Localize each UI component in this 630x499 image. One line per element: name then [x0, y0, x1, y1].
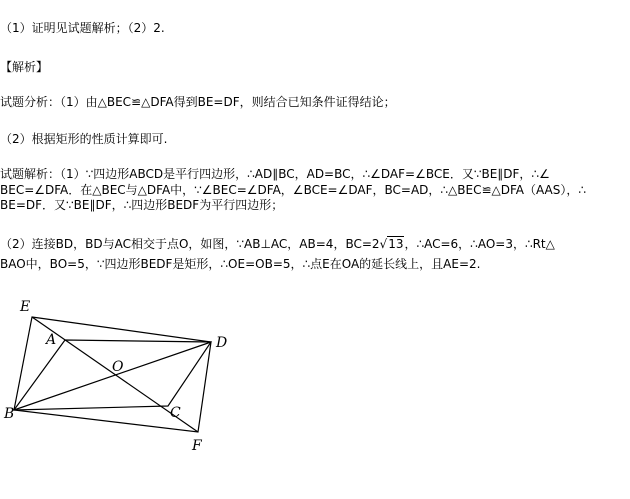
- label-e: E: [20, 299, 31, 315]
- sqrt-coefficient: 2: [371, 237, 380, 251]
- label-c: C: [170, 405, 181, 421]
- label-d: D: [216, 335, 228, 351]
- diagonal-bd: [14, 342, 211, 410]
- solution-line-1c: BE=DF．又∵BE∥DF，∴四边形BEDF为平行四边形；: [0, 198, 284, 212]
- label-o: O: [112, 359, 124, 375]
- answer-line: （1）证明见试题解析；（2）2.: [0, 21, 165, 35]
- solution-line-2a: [0, 237, 555, 251]
- label-f: F: [192, 438, 202, 454]
- sqrt-radicand: 13: [388, 237, 404, 251]
- sqrt-expression: 2√13: [371, 237, 404, 251]
- label-b: B: [4, 406, 15, 422]
- solution-2a-tail: ，∴AC=6，∴AO=3，∴Rt△: [404, 237, 555, 251]
- solution-line-2b: BAO中，BO=5，∵四边形BEDF是矩形，∴OE=OB=5，∴点E在OA的延长线上，且AE=2.: [0, 257, 481, 271]
- analysis-heading: 【解析】: [0, 60, 49, 74]
- solution-line-1a: 试题解析：（1）∵四边形ABCD是平行四边形，∴AD∥BC，AD=BC，∴∠DAF=∠BCE．又∵BE∥DF，∴∠: [0, 167, 550, 181]
- solution-line-1b: BEC=∠DFA．在△BEC与△DFA中，∵∠BEC=∠DFA，∠BCE=∠DAF，BC=AD，∴△BEC≌△DFA（AAS），∴: [0, 183, 586, 197]
- geometry-figure: [0, 290, 260, 460]
- analysis-line-1: 试题分析：（1）由△BEC≌△DFA得到BE=DF，则结合已知条件证得结论；: [0, 95, 396, 109]
- analysis-line-2: （2）根据矩形的性质计算即可.: [0, 132, 168, 146]
- solution-2a-text: （2）连接BD，BD与AC相交于点O，如图，∵AB⊥AC，AB=4，BC=: [0, 237, 372, 251]
- label-a: A: [46, 332, 57, 348]
